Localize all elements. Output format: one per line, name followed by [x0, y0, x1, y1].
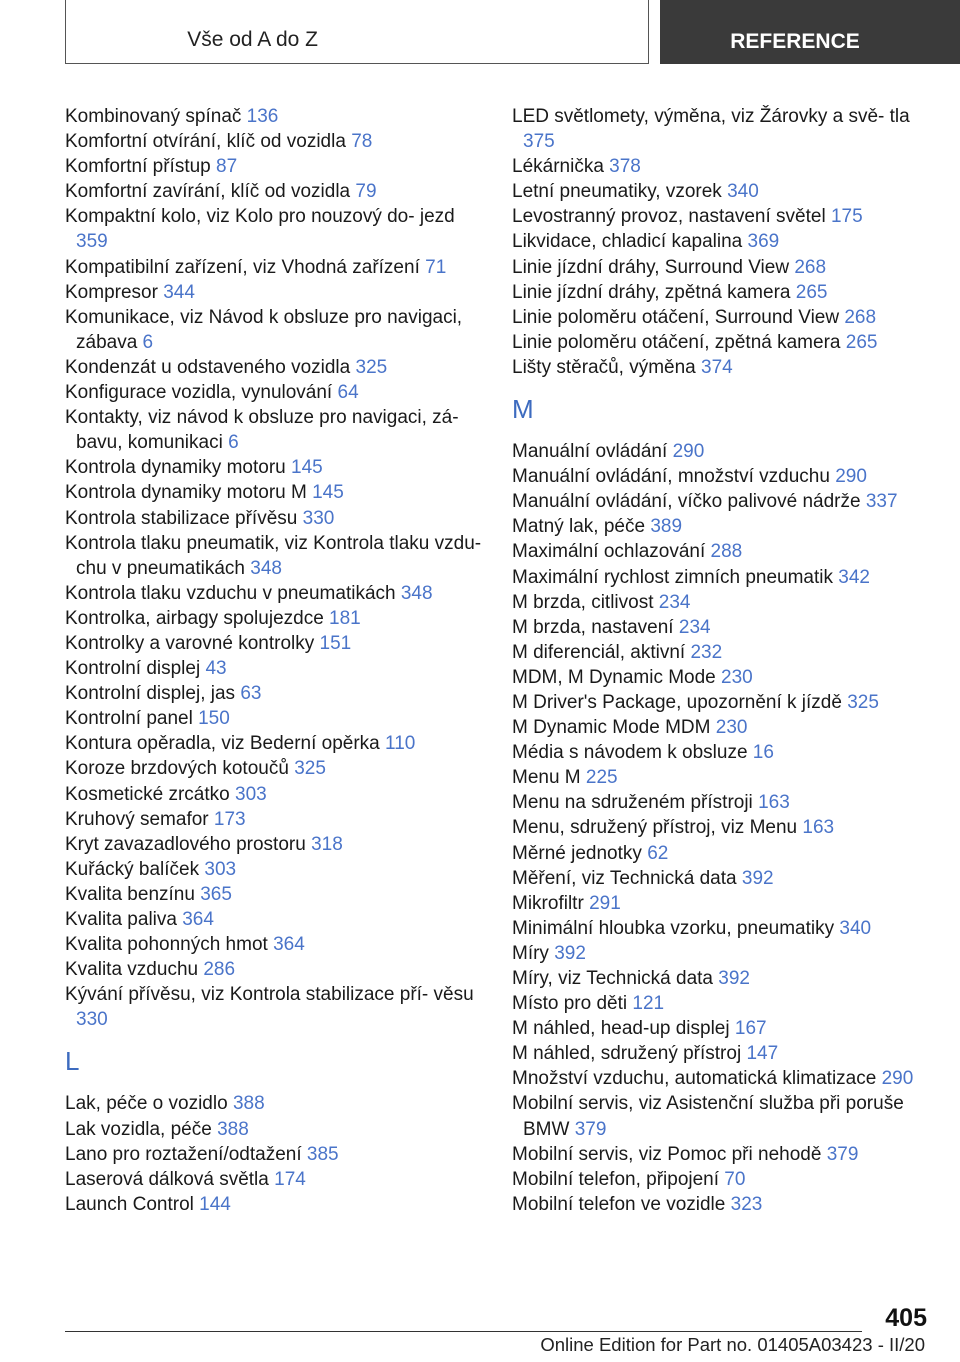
index-entry: [65, 280, 485, 305]
index-entry-text: M brzda, citlivost: [512, 591, 659, 613]
index-entry: [512, 590, 932, 615]
index-entry: [512, 1091, 932, 1141]
index-entry: [65, 305, 485, 355]
index-entry: [65, 1117, 485, 1142]
page-reference-link[interactable]: 286: [203, 959, 236, 981]
index-entry-text: Matný lak, péče: [512, 516, 651, 538]
index-entry: [65, 179, 485, 204]
page-reference-link[interactable]: 265: [845, 331, 878, 353]
page-reference-link[interactable]: 325: [847, 691, 879, 713]
index-entry-text: Kosmetické zrcátko: [65, 783, 235, 805]
footer-divider: [65, 1331, 862, 1332]
index-entry-text: Letní pneumatiky, vzorek: [512, 181, 728, 203]
index-entry: [512, 565, 932, 590]
index-entry: [512, 690, 932, 715]
index-entry: [512, 1192, 932, 1217]
index-entry: [65, 1167, 485, 1192]
page-reference-link[interactable]: 330: [302, 507, 335, 529]
page-reference-link[interactable]: 163: [758, 792, 790, 814]
page-reference-link[interactable]: 290: [881, 1068, 914, 1090]
index-entry: [512, 790, 932, 815]
index-entry-text: Levostranný provoz, nastavení světel: [512, 206, 831, 228]
index-entry-text: Média s návodem k obsluze: [512, 742, 753, 764]
page-reference-link[interactable]: 230: [715, 717, 748, 739]
index-entry-text: Kontrolní panel: [65, 708, 199, 730]
page-reference-link[interactable]: 337: [865, 491, 898, 513]
index-entry: [512, 1041, 932, 1066]
page-reference-link[interactable]: 392: [741, 867, 774, 889]
index-entry-text: Kontrola tlaku pneumatik, viz Kontrola tlaku vzdu- chu v pneumatikách: [65, 532, 482, 579]
page-reference-link[interactable]: 378: [609, 156, 641, 178]
index-entry: [65, 631, 485, 656]
page-reference-link[interactable]: 43: [205, 658, 227, 680]
page-reference-link[interactable]: 151: [319, 632, 352, 654]
index-entry-text: Kondenzát u odstaveného vozidla: [65, 356, 356, 378]
index-entry-text: Mobilní telefon, připojení: [512, 1168, 725, 1190]
page-reference-link[interactable]: 374: [701, 356, 733, 378]
page-reference-link[interactable]: 150: [198, 708, 230, 730]
index-entry-text: Kontrolní displej, jas: [65, 683, 241, 705]
index-entry-text: Kontura opěradla, viz Bederní opěrka: [65, 733, 386, 755]
index-entry-text: Maximální rychlost zimních pneumatik: [512, 566, 839, 588]
index-entry-text: Mobilní servis, viz Asistenční služba při poruše BMW: [512, 1093, 904, 1140]
index-entry-text: Launch Control: [65, 1193, 200, 1215]
index-entry-text: Kontrolka, airbagy spolujezdce: [65, 607, 330, 629]
page-reference-link[interactable]: 147: [746, 1043, 779, 1065]
index-entry: [512, 1167, 932, 1192]
index-entry-text: Měrné jednotky: [512, 842, 648, 864]
index-entry-text: Lékárnička: [512, 156, 610, 178]
index-entry: [512, 255, 932, 280]
index-entry: [512, 489, 932, 514]
index-entry: [65, 1192, 485, 1217]
index-entry-text: Kvalita benzínu: [65, 883, 201, 905]
index-entry-text: Menu na sdruženém přístroji: [512, 792, 759, 814]
index-entry: [512, 866, 932, 891]
page-reference-link[interactable]: 121: [632, 993, 665, 1015]
index-entry: [65, 255, 485, 280]
index-entry-text: Kompresor: [65, 281, 164, 303]
index-entry: [65, 581, 485, 606]
index-entry: [65, 355, 485, 380]
index-letter-heading: L: [65, 1046, 80, 1077]
page-reference-link[interactable]: 6: [228, 432, 239, 454]
index-entry: [512, 204, 932, 229]
page-reference-link[interactable]: 291: [589, 892, 621, 914]
index-entry-text: Maximální ochlazování: [512, 541, 711, 563]
index-entry: [65, 1142, 485, 1167]
index-entry: [512, 740, 932, 765]
page-reference-link[interactable]: 174: [274, 1168, 306, 1190]
index-entry-text: Kontrolní displej: [65, 658, 206, 680]
index-entry-text: Kompatibilní zařízení, viz Vhodná zařízení: [65, 256, 426, 278]
index-entry-text: Kontrola tlaku vzduchu v pneumatikách: [65, 582, 401, 604]
index-entry: [512, 280, 932, 305]
page-reference-link[interactable]: 225: [585, 767, 618, 789]
index-entry: [512, 841, 932, 866]
page-reference-link[interactable]: 64: [337, 382, 359, 404]
index-letter-heading: M: [512, 394, 534, 425]
page-reference-link[interactable]: 323: [730, 1193, 763, 1215]
page-reference-link[interactable]: 78: [351, 131, 373, 153]
page-reference-link[interactable]: 265: [795, 281, 828, 303]
page-reference-link[interactable]: 62: [647, 842, 669, 864]
index-entry-text: M Driver's Package, upozornění k jízdě: [512, 691, 848, 713]
index-entry: [65, 480, 485, 505]
page-reference-link[interactable]: 234: [658, 591, 691, 613]
page-reference-link[interactable]: 330: [76, 1009, 108, 1031]
index-entry-text: Konfigurace vozidla, vynulování: [65, 382, 338, 404]
index-entry-text: Likvidace, chladicí kapalina: [512, 231, 748, 253]
index-entry: [65, 756, 485, 781]
index-entry: [65, 455, 485, 480]
page-reference-link[interactable]: 268: [844, 306, 877, 328]
index-entry-text: Mobilní telefon ve vozidle: [512, 1193, 731, 1215]
index-entry-text: Mobilní servis, viz Pomoc při nehodě: [512, 1143, 827, 1165]
page-reference-link[interactable]: 288: [710, 541, 743, 563]
page-reference-link[interactable]: 385: [306, 1143, 339, 1165]
index-column-right: [512, 104, 932, 1217]
page-reference-link[interactable]: 342: [838, 566, 870, 588]
page-reference-link[interactable]: 144: [199, 1193, 231, 1215]
index-entry: [65, 832, 485, 857]
page-reference-link[interactable]: 290: [672, 441, 705, 463]
index-entry-text: Lišty stěračů, výměna: [512, 356, 702, 378]
page-reference-link[interactable]: 234: [678, 616, 711, 638]
index-entry-text: Lak vozidla, péče: [65, 1118, 218, 1140]
page-reference-link[interactable]: 63: [240, 683, 262, 705]
index-entry: [65, 957, 485, 982]
page-reference-link[interactable]: 364: [273, 934, 305, 956]
index-entry-text: Linie poloměru otáčení, Surround View: [512, 306, 845, 328]
index-entry: [65, 731, 485, 756]
page-reference-link[interactable]: 303: [235, 783, 267, 805]
index-entry: [512, 330, 932, 355]
index-entry: [512, 991, 932, 1016]
page-reference-link[interactable]: 167: [734, 1018, 767, 1040]
index-entry: [65, 204, 485, 254]
index-entry: [512, 815, 932, 840]
index-entry: [65, 104, 485, 129]
index-entry-text: Kvalita vzduchu: [65, 959, 204, 981]
index-entry: [512, 615, 932, 640]
index-entry: [512, 179, 932, 204]
page-reference-link[interactable]: 145: [291, 457, 323, 479]
index-entry: [65, 706, 485, 731]
index-entry: [65, 882, 485, 907]
index-entry-text: Kvalita pohonných hmot: [65, 934, 274, 956]
page-reference-link[interactable]: 375: [523, 131, 555, 153]
index-entry: [65, 907, 485, 932]
page-reference-link[interactable]: 325: [355, 356, 388, 378]
index-entry: [512, 1066, 932, 1091]
index-entry-text: Lak, péče o vozidlo: [65, 1093, 233, 1115]
index-entry: [65, 681, 485, 706]
index-entry: [65, 380, 485, 405]
index-entry-text: Míry: [512, 942, 555, 964]
index-entry-text: Kuřácký balíček: [65, 858, 205, 880]
index-entry-text: Komfortní přístup: [65, 156, 217, 178]
index-entry-text: Kontrolky a varovné kontrolky: [65, 632, 320, 654]
index-entry-text: Kontrola dynamiky motoru M: [65, 482, 313, 504]
index-entry-text: Míry, viz Technická data: [512, 968, 719, 989]
page-reference-link[interactable]: 379: [574, 1118, 607, 1140]
index-entry-text: Komfortní zavírání, klíč od vozidla: [65, 181, 356, 203]
reference-tab[interactable]: REFERENCE: [660, 0, 960, 64]
page-reference-link[interactable]: 175: [830, 206, 863, 228]
index-entry-text: M náhled, head-up displej: [512, 1018, 735, 1040]
page-reference-link[interactable]: 344: [163, 281, 195, 303]
index-entry-text: Kývání přívěsu, viz Kontrola stabilizace pří- věsu: [65, 984, 474, 1006]
index-entry-text: M náhled, sdružený přístroj: [512, 1043, 747, 1065]
index-entry: [512, 539, 932, 564]
index-entry-text: Mikrofiltr: [512, 892, 590, 914]
page-reference-link[interactable]: 290: [835, 466, 867, 488]
page-reference-link[interactable]: 389: [650, 516, 683, 538]
page-reference-link[interactable]: 16: [752, 742, 774, 764]
index-entry: [512, 640, 932, 665]
page-reference-link[interactable]: 348: [400, 582, 433, 604]
page-reference-link[interactable]: 365: [200, 883, 232, 905]
index-entry: [512, 1016, 932, 1041]
index-entry: [512, 891, 932, 916]
index-entry-text: Menu, sdružený přístroj, viz Menu: [512, 817, 803, 839]
index-entry: [512, 464, 932, 489]
page-reference-link[interactable]: 340: [727, 181, 759, 203]
index-entry: [512, 941, 932, 966]
index-entry: [65, 606, 485, 631]
index-entry-text: Minimální hloubka vzorku, pneumatiky: [512, 917, 840, 939]
page-reference-link[interactable]: 318: [311, 833, 343, 855]
index-entry: [512, 305, 932, 330]
index-entry-text: Laserová dálková světla: [65, 1168, 275, 1190]
index-entry-text: Kombinovaný spínač: [65, 106, 247, 127]
page-reference-link[interactable]: 388: [232, 1093, 265, 1115]
page-reference-link[interactable]: 163: [802, 817, 835, 839]
index-entry: [512, 104, 932, 154]
index-entry-text: Kruhový semafor: [65, 808, 214, 830]
page-reference-link[interactable]: 340: [839, 917, 872, 939]
index-entry-text: Menu M: [512, 767, 586, 789]
index-entry: [65, 1091, 485, 1116]
page-reference-link[interactable]: 268: [794, 256, 827, 278]
page-reference-link[interactable]: 364: [182, 909, 214, 930]
page-reference-link[interactable]: 325: [294, 758, 326, 780]
index-entry: [65, 129, 485, 154]
index-entry-text: Manuální ovládání: [512, 441, 673, 463]
index-entry-text: Kontrola stabilizace přívěsu: [65, 507, 303, 529]
index-entry-text: M Dynamic Mode MDM: [512, 717, 716, 739]
page-reference-link[interactable]: 232: [690, 641, 723, 663]
page-reference-link[interactable]: 173: [213, 808, 246, 830]
page-reference-link[interactable]: 70: [724, 1168, 746, 1190]
index-entry: [512, 154, 932, 179]
footer-edition: Online Edition for Part no. 01405A03423 - II/20: [540, 1334, 925, 1355]
index-entry: [65, 531, 485, 581]
page-reference-link[interactable]: 136: [246, 106, 279, 127]
index-entry-text: Manuální ovládání, víčko palivové nádrže: [512, 491, 866, 513]
index-entry-text: Místo pro děti: [512, 993, 633, 1015]
index-entry-text: Kvalita paliva: [65, 909, 183, 930]
index-entry-text: Lano pro roztažení/odtažení: [65, 1143, 307, 1165]
index-entry: [512, 514, 932, 539]
index-entry: [65, 782, 485, 807]
page-reference-link[interactable]: 71: [425, 256, 447, 278]
index-entry-text: Měření, viz Technická data: [512, 867, 742, 889]
index-entry-text: Kryt zavazadlového prostoru: [65, 833, 312, 855]
index-entry: [65, 807, 485, 832]
index-entry: [512, 355, 932, 380]
index-entry-text: Množství vzduchu, automatická klimatizace: [512, 1068, 882, 1090]
index-entry: [65, 154, 485, 179]
page-reference-link[interactable]: 359: [76, 231, 108, 253]
page-reference-link[interactable]: 6: [142, 331, 154, 353]
page-reference-link[interactable]: 230: [721, 666, 753, 688]
index-entry: [65, 982, 485, 1032]
index-entry: [512, 916, 932, 941]
page-reference-link[interactable]: 392: [554, 942, 586, 964]
index-entry: [512, 715, 932, 740]
index-entry: [512, 439, 932, 464]
section-title: Vše od A do Z: [187, 28, 318, 51]
index-entry-text: Kompaktní kolo, viz Kolo pro nouzový do- jezd: [65, 206, 455, 228]
header-frame: [65, 0, 649, 64]
index-entry-text: Linie jízdní dráhy, Surround View: [512, 256, 795, 278]
index-entry: [512, 665, 932, 690]
index-entry-text: Koroze brzdových kotoučů: [65, 758, 295, 780]
index-entry: [512, 229, 932, 254]
index-entry: [65, 405, 485, 455]
index-entry-text: M diferenciál, aktivní: [512, 641, 691, 663]
index-entry: [512, 1142, 932, 1167]
index-entry: [65, 857, 485, 882]
index-entry-text: Komunikace, viz Návod k obsluze pro navigaci, zábava: [65, 306, 463, 353]
index-entry-text: Linie jízdní dráhy, zpětná kamera: [512, 281, 796, 303]
page-reference-link[interactable]: 145: [312, 482, 344, 504]
index-column-left: [65, 104, 485, 1217]
page-reference-link[interactable]: 79: [355, 181, 377, 203]
page-reference-link[interactable]: 181: [329, 607, 361, 629]
index-entry-text: LED světlomety, výměna, viz Žárovky a svě- tla: [512, 106, 910, 127]
page-reference-link[interactable]: 388: [217, 1118, 249, 1140]
index-entry-text: Komfortní otvírání, klíč od vozidla: [65, 131, 352, 153]
index-entry-text: MDM, M Dynamic Mode: [512, 666, 722, 688]
index-entry-text: Kontakty, viz návod k obsluze pro navigaci, zá- bavu, komunikaci: [65, 407, 459, 454]
index-entry: [512, 966, 932, 991]
index-entry: [65, 506, 485, 531]
page-reference-link[interactable]: 303: [204, 858, 237, 880]
page-reference-link[interactable]: 110: [385, 733, 416, 755]
index-entry-text: Kontrola dynamiky motoru: [65, 457, 291, 479]
index-entry-text: Manuální ovládání, množství vzduchu: [512, 466, 836, 488]
page-reference-link[interactable]: 392: [718, 968, 750, 989]
index-entry: [65, 656, 485, 681]
page-number: 405: [885, 1304, 927, 1332]
page-reference-link[interactable]: 369: [747, 231, 780, 253]
page-reference-link[interactable]: 348: [250, 557, 282, 579]
index-entry-text: M brzda, nastavení: [512, 616, 679, 638]
index-entry-text: Linie poloměru otáčení, zpětná kamera: [512, 331, 846, 353]
page-reference-link[interactable]: 87: [216, 156, 238, 178]
index-entry: [512, 765, 932, 790]
index-entry: [65, 932, 485, 957]
page-reference-link[interactable]: 379: [826, 1143, 859, 1165]
